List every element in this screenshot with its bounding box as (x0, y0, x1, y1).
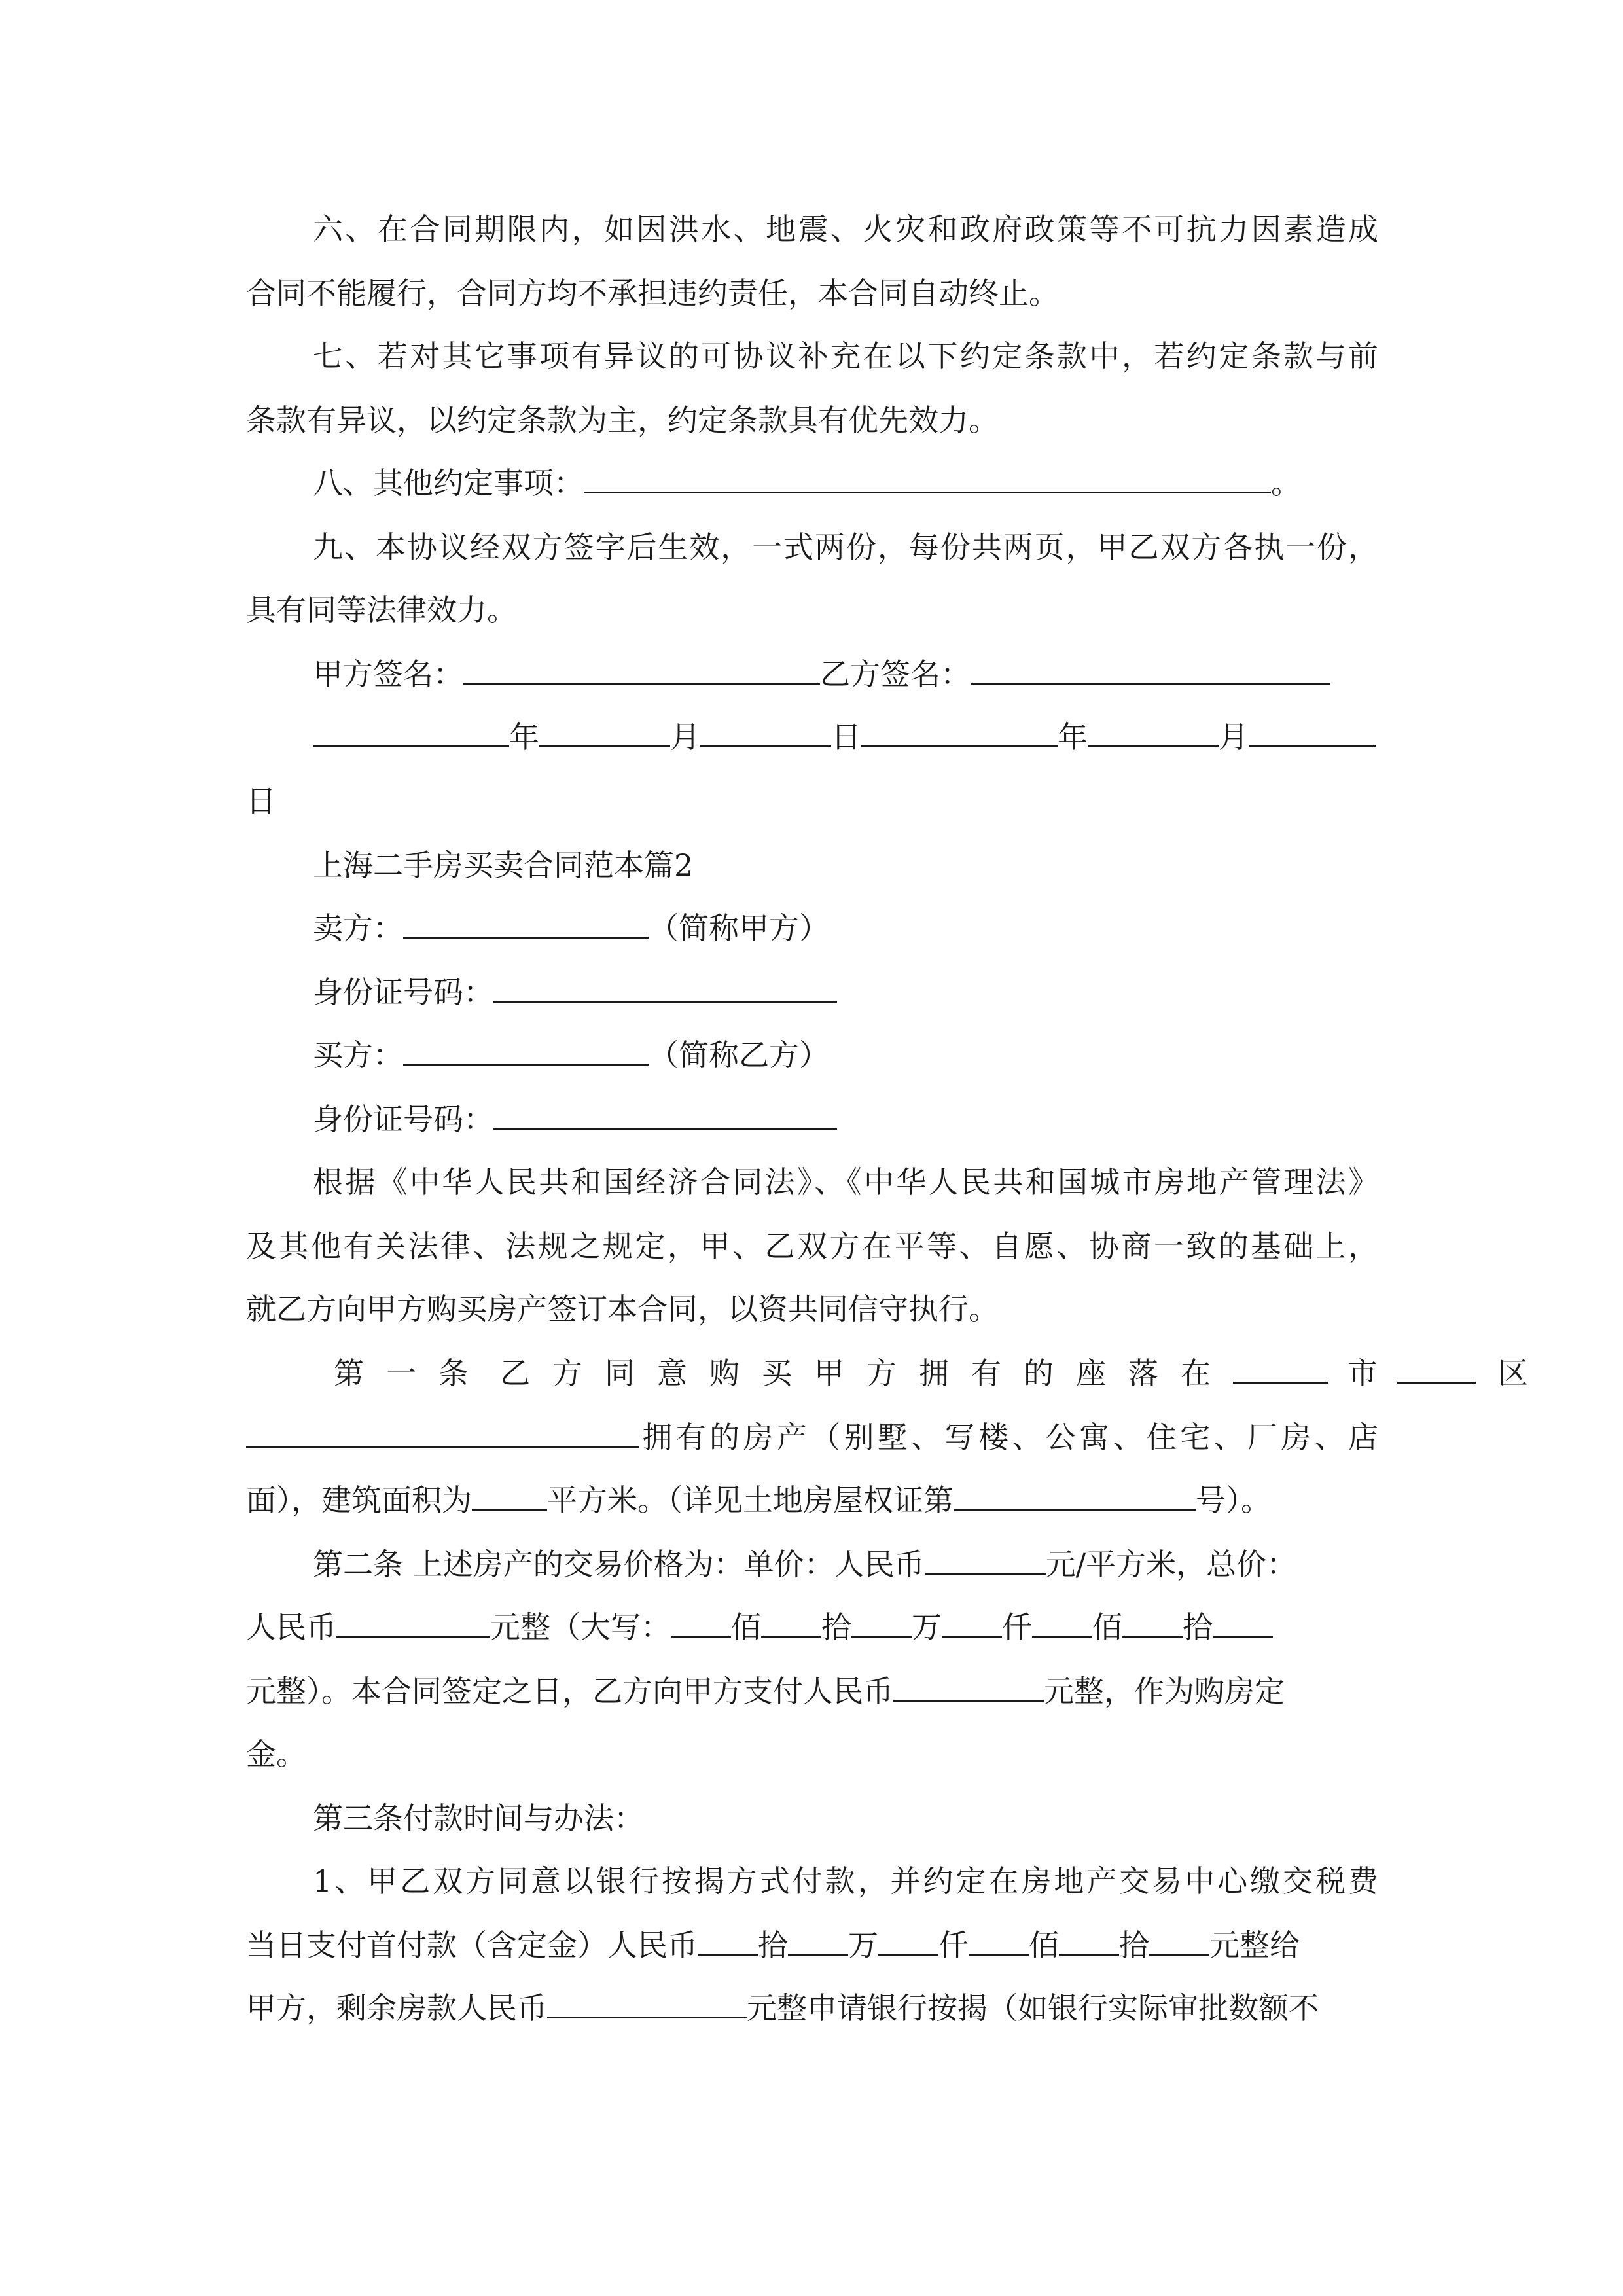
deposit-field[interactable] (893, 1671, 1044, 1702)
seller-id-row: 身份证号码： (313, 971, 1378, 1013)
date-day-wrap: 日 (246, 783, 276, 819)
signature-row (313, 653, 1378, 695)
seller-name-field[interactable] (403, 908, 649, 939)
seller-row: 卖方： （简称甲方） (313, 907, 1378, 949)
clause-6-line-2: 合同不能履行，合同方均不承担违约责任，本合同自动终止。 (246, 276, 1059, 311)
article-3-line-3: 甲方，剩余房款人民币 元整申请银行按揭（如银行实际审批数额不 (246, 1987, 1378, 2029)
down-payment-shi2-field[interactable] (1059, 1925, 1119, 1956)
total-shi-field[interactable] (761, 1607, 821, 1638)
article-3-title: 第三条付款时间与办法： (313, 1801, 644, 1836)
buyer-id-field[interactable] (493, 1099, 837, 1130)
section-heading: 上海二手房买卖合同范本篇2 (313, 848, 694, 883)
buyer-row: 买方： （简称乙方） (313, 1034, 1378, 1076)
down-payment-qian-field[interactable] (878, 1925, 938, 1956)
clause-7-line-1: 七、若对其它事项有异议的可协议补充在以下约定条款中，若约定条款与前 (313, 338, 1378, 374)
certificate-number-field[interactable] (954, 1480, 1196, 1511)
other-terms-field[interactable] (584, 463, 1271, 493)
article-2-line-2: 人民币 元整（大写： 佰 拾 万 仟 佰 拾 (246, 1606, 1378, 1648)
preamble-line-2: 及其他有关法律、法规之规定，甲、乙双方在平等、自愿、协商一致的基础上， (246, 1229, 1378, 1264)
down-payment-yuan-field[interactable] (1149, 1925, 1209, 1956)
total-yuan-field[interactable] (1213, 1607, 1273, 1638)
party-b-month-field[interactable] (1088, 717, 1219, 747)
party-b-day-field[interactable] (1249, 717, 1376, 747)
article-3-line-1: 1、甲乙双方同意以银行按揭方式付款，并约定在房地产交易中心缴交税费 (313, 1863, 1378, 1899)
article-2-line-1: 第二条 上述房产的交易价格为：单价：人民币 元/平方米，总价： (313, 1543, 1378, 1585)
unit-price-field[interactable] (925, 1544, 1046, 1575)
down-payment-wan-field[interactable] (788, 1925, 848, 1956)
date-row: 年 月 日 年 月 (313, 716, 1378, 758)
buyer-id-row: 身份证号码： (313, 1098, 1378, 1140)
party-b-signature-label: 乙方签名： (820, 656, 971, 692)
total-qian-field[interactable] (942, 1607, 1002, 1638)
city-field[interactable] (1233, 1353, 1328, 1384)
party-a-year-field[interactable] (313, 717, 509, 747)
clause-7-line-2: 条款有异议，以约定条款为主，约定条款具有优先效力。 (246, 403, 999, 438)
clause-6-line-1: 六、在合同期限内，如因洪水、地震、火灾和政府政策等不可抗力因素造成 (313, 211, 1378, 247)
down-payment-shi-field[interactable] (698, 1925, 758, 1956)
party-a-signature-label: 甲方签名： (313, 656, 463, 692)
article-3-line-2: 当日支付首付款（含定金）人民币 拾 万 仟 佰 拾 元整给 (246, 1924, 1378, 1966)
article-2-line-4: 金。 (246, 1736, 306, 1772)
total-bai-field[interactable] (671, 1607, 731, 1638)
article-1-line-3: 面），建筑面积为 平方米。（详见土地房屋权证第 号）。 (246, 1479, 1378, 1521)
party-a-signature-field[interactable] (463, 654, 820, 685)
clause-9-line-1: 九、本协议经双方签字后生效，一式两份，每份共两页，甲乙双方各执一份， (313, 529, 1378, 565)
district-field[interactable] (1397, 1353, 1476, 1384)
total-bai2-field[interactable] (1032, 1607, 1092, 1638)
article-1-title: 第一条 (334, 1355, 491, 1391)
buyer-name-field[interactable] (403, 1035, 649, 1066)
total-shi2-field[interactable] (1122, 1607, 1183, 1638)
floor-area-field[interactable] (472, 1480, 547, 1511)
article-1-line-2: 拥有的房产（别墅、写楼、公寓、住宅、厂房、店 (246, 1416, 1378, 1458)
property-location-field[interactable] (246, 1417, 639, 1448)
seller-id-field[interactable] (493, 972, 837, 1003)
article-2-line-3: 元整）。本合同签定之日，乙方向甲方支付人民币 元整，作为购房定 (246, 1670, 1378, 1712)
article-1-line-1: 第一条 乙方同意购买甲方拥有的座落在 市 区 (334, 1352, 1378, 1394)
down-payment-bai-field[interactable] (969, 1925, 1029, 1956)
total-price-field[interactable] (336, 1607, 490, 1638)
preamble-line-1: 根据《中华人民共和国经济合同法》、《中华人民共和国城市房地产管理法》 (313, 1164, 1378, 1200)
party-a-day-field[interactable] (700, 717, 831, 747)
total-wan-field[interactable] (851, 1607, 912, 1638)
party-a-month-field[interactable] (539, 717, 670, 747)
party-b-signature-field[interactable] (971, 654, 1330, 685)
preamble-line-3: 就乙方向甲方购买房产签订本合同，以资共同信守执行。 (246, 1291, 999, 1327)
clause-8: 八、其他约定事项： 。 (313, 462, 1378, 504)
party-b-year-field[interactable] (861, 717, 1058, 747)
clause-8-label: 八、其他约定事项： (313, 465, 584, 501)
remaining-amount-field[interactable] (547, 1988, 747, 2018)
clause-9-line-2: 具有同等法律效力。 (246, 592, 517, 628)
